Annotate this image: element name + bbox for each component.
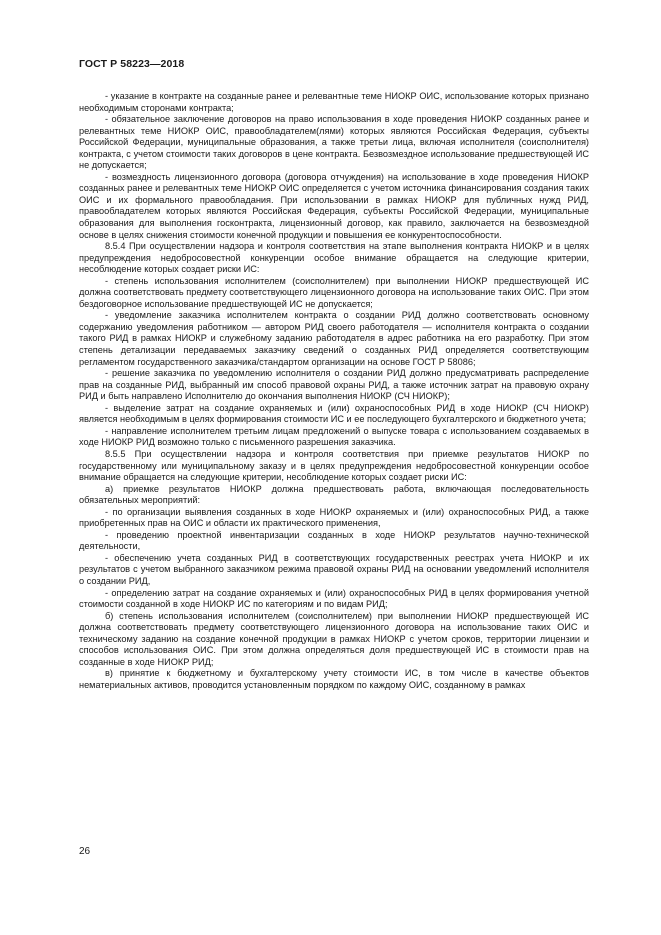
paragraph: - обеспечению учета созданных РИД в соответствующих государственных реестрах учета НИОКР и их результатов с учетом выбранного заказчиком режима правовой охраны РИД на основании уведомлений исполнителя о создании РИД,: [79, 552, 589, 586]
paragraph: - проведению проектной инвентаризации созданных в ходе НИОКР результатов научно-технической деятельности,: [79, 529, 589, 552]
page-number: 26: [79, 846, 91, 857]
paragraph: - степень использования исполнителем (соисполнителем) при выполнении НИОКР предшествующей ИС должна соответствовать предмету соответствующего лицензионного договора на использование таких ОИС. При этом бездоговорное использование предшествующей ИС не допускается;: [79, 275, 589, 309]
paragraph: - решение заказчика по уведомлению исполнителя о создании РИД должно предусматривать распределение прав на созданные РИД, выбранный им способ правовой охраны РИД, а также источник затрат на правовую охрану РИД и быть направлено Исполнителю до окончания выполнения НИОКР (СЧ НИОКР);: [79, 368, 589, 402]
paragraph: - указание в контракте на созданные ранее и релевантные теме НИОКР ОИС, использование которых признано необходимым сторонами контракта;: [79, 91, 589, 113]
paragraph: - возмездность лицензионного договора (договора отчуждения) на использование в ходе проведения НИОКР созданных ранее и релевантных теме НИОКР ОИС определяется с учетом источника финансирования создания таких ОИС и их формального правообладания. При использовании в рамках НИОКР для публичных нужд РИД, правообладателем которых являются Российская Федерация, субъекты Российской Федерации, муниципальные образования для выполнения госконтракта, лицензионный договор, как правило, заключается на безвозмездной основе в целях снижения стоимости конечной продукции и повышения ее конкурентоспособности.: [79, 171, 589, 240]
paragraph: - по организации выявления созданных в ходе НИОКР охраняемых и (или) охраноспособных РИД, а также приобретенных прав на ОИС и области их практического применения,: [79, 506, 589, 529]
paragraph: - обязательное заключение договоров на право использования в ходе проведения НИОКР созданных ранее и релевантных теме НИОКР ОИС, правообладателем(лями) которых являются Российская Федерация, субъекты Российской Федерации, муниципальные образования, а также третьи лица, включая исполнителя (соисполнителя) контракта, с учетом стоимости таких договоров в цене контракта. Безвозмездное использование предшествующей ИС не допускается;: [79, 114, 589, 171]
paragraph: - определению затрат на создание охраняемых и (или) охраноспособных РИД в целях формирования учетной стоимости созданной в ходе НИОКР ИС по категориям и по видам РИД;: [79, 587, 589, 610]
document-header: ГОСТ Р 58223—2018: [79, 58, 185, 70]
paragraph: в) принятие к бюджетному и бухгалтерскому учету стоимости ИС, в том числе в качестве объектов нематериальных активов, проводится установленным порядком по каждому ОИС, созданному в рамках: [79, 668, 589, 690]
paragraph: а) приемке результатов НИОКР должна предшествовать работа, включающая последовательность обязательных мероприятий:: [79, 483, 589, 506]
document-body: [79, 91, 589, 691]
paragraph: - уведомление заказчика исполнителем контракта о создании РИД должно соответствовать основному содержанию уведомления работником — автором РИД своего работодателя — исполнителя контракта о создании такого РИД в рамках НИОКР и служебному заданию работодателя в адрес работника на его разработку. При этом степень детализации передаваемых заказчику сведений о созданных РИД определяется соответствующим регламентом государственного заказчика/стандартом организации на основе ГОСТ Р 58086;: [79, 310, 589, 367]
paragraph: 8.5.4 При осуществлении надзора и контроля соответствия на этапе выполнения контракта НИОКР и в целях предупреждения недобросовестной конкуренции особое внимание обращается на следующие критерии, несоблюдение которых создает риски ИС:: [79, 241, 589, 275]
paragraph: 8.5.5 При осуществлении надзора и контроля соответствия при приемке результатов НИОКР по государственному или муниципальному заказу и в целях предупреждения недобросовестной конкуренции особое внимание обращается на следующие критерии, несоблюдение которых создает риски ИС:: [79, 448, 589, 483]
paragraph: - направление исполнителем третьим лицам предложений о выпуске товара с использованием создаваемых в ходе НИОКР РИД возможно только с письменного разрешения заказчика.: [79, 425, 589, 448]
paragraph: - выделение затрат на создание охраняемых и (или) охраноспособных РИД в ходе НИОКР (СЧ НИОКР) является необходимым в целях формирования стоимости ИС и ее последующего бухгалтерского и бюджетного учета;: [79, 402, 589, 425]
paragraph: б) степень использования исполнителем (соисполнителем) при выполнении НИОКР предшествующей ИС должна соответствовать предмету соответствующего лицензионного договора на использование таких ОИС и техническому заданию на создание конечной продукции в рамках НИОКР с учетом сроков, территории лицензии и способов использования ОИС. При этом должна определяться доля предшествующей ИС в стоимости прав на созданные в ходе НИОКР РИД;: [79, 610, 589, 667]
